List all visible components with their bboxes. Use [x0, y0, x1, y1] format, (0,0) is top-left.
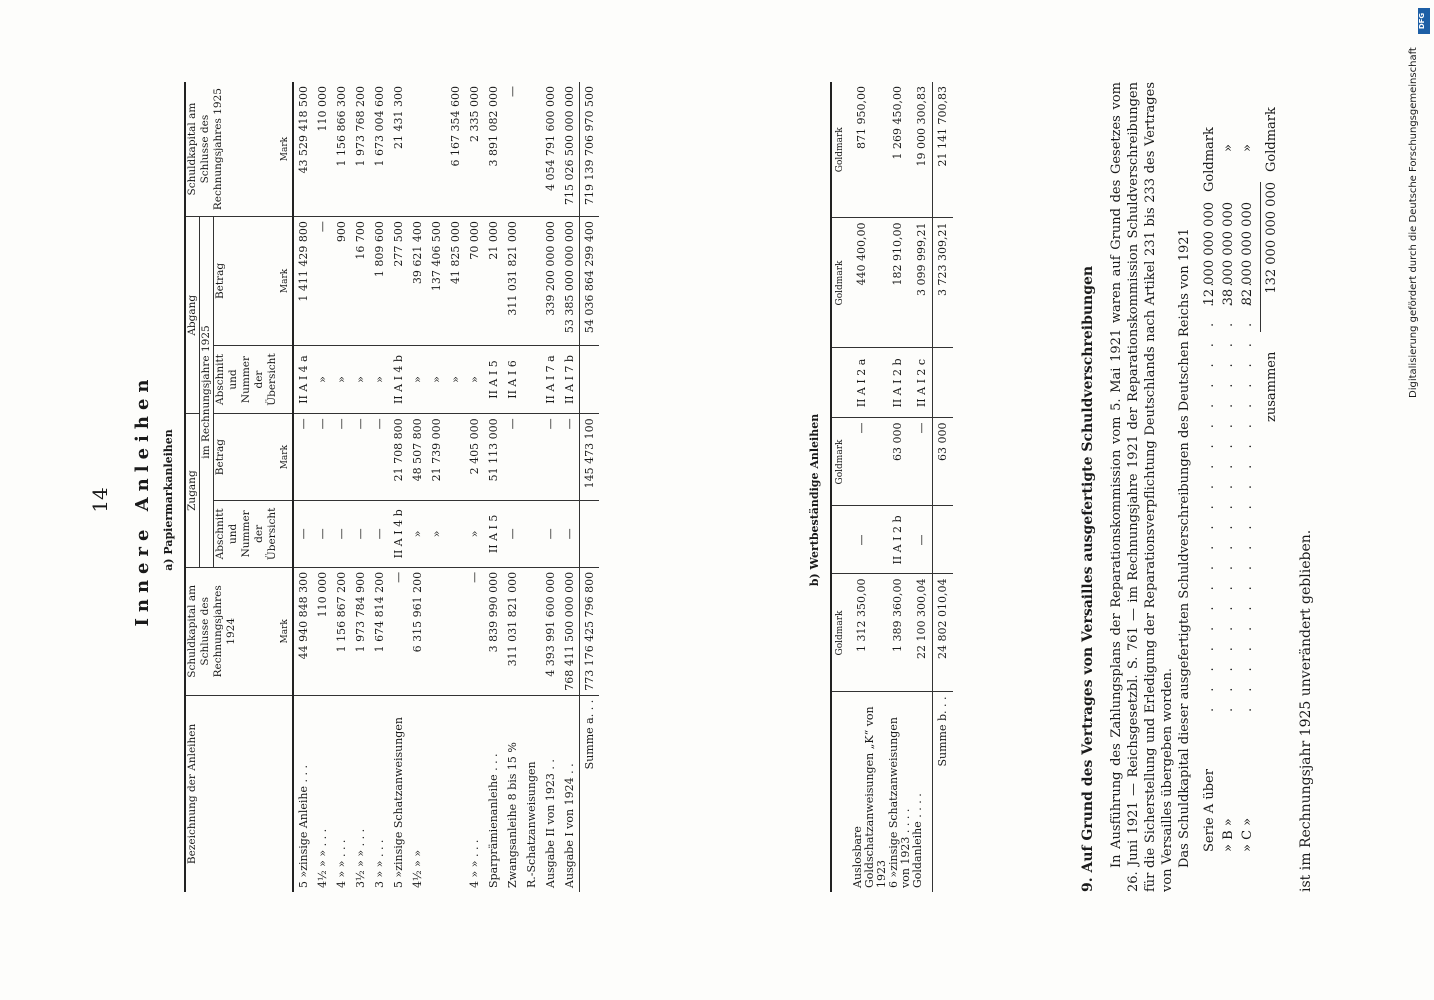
paragraph-2: Das Schuldkapital dieser ausgefertigten Schuldverschreibungen des Deutschen Reichs von 1921	[1177, 228, 1192, 868]
cell-ab: 39 621 400	[408, 217, 427, 346]
cell-za: —	[541, 500, 560, 567]
header-im-jahr: im Rechnungsjahre 1925	[200, 217, 214, 568]
cell-zb: 51 113 000	[484, 414, 503, 501]
cell-za: »	[427, 500, 446, 567]
cell-s24	[522, 567, 541, 695]
cell-aa: II A I 4 b	[389, 345, 408, 414]
sum-sum_zb: 63 000	[933, 418, 954, 506]
closing-sentence: ist im Rechnungsjahr 1925 unverändert geblieben.	[1298, 529, 1314, 892]
cell-label: 5 »zinsige Schatzanweisungen	[389, 695, 408, 892]
section-9-heading: 9. Auf Grund des Vertrages von Versailles ausgefertigte Schuldverschreibungen	[1080, 265, 1096, 892]
total-unit: Goldmark	[1264, 107, 1279, 172]
cell-label: Auslosbare Goldschatzanweisungen „K“ von 1923	[852, 692, 888, 892]
cell-zb: —	[912, 418, 933, 506]
cell-label: 3½ » » . . .	[351, 695, 370, 892]
table-row	[503, 82, 522, 892]
cell-label: R.-Schatzanweisungen	[522, 695, 541, 892]
series-a-label: Serie A über	[1202, 769, 1217, 852]
header-abgang-abschnitt: Abschnitt und Nummer der Übersicht	[214, 345, 280, 414]
cell-label: 4½ » »	[408, 695, 427, 892]
cell-aa: II A I 2 c	[912, 348, 933, 418]
paragraph-1: In Ausführung des Zahlungsplans der Reparationskommission vom 5. Mai 1921 waren auf Grund des Gesetzes vom 26. Juni 1921 — Reichsgesetzbl. S. 761 — im Rechnungsjahre 1921 der Reparationskommission Schuldverschreibungen für die Sicherstellung und Erledigung der Reparationsverpflichtung Deutschlands nach Artikel 231 bis 233 des Vertrages von Versailles übergeben worden.	[1109, 82, 1175, 892]
table-row	[888, 82, 912, 892]
cell-s25: 1 269 450,00	[891, 86, 904, 160]
page-title: Innere Anleihen	[132, 373, 153, 627]
table-row	[541, 82, 560, 892]
cell-zb: 21 739 000	[427, 414, 446, 501]
cell-aa: II A I 5	[484, 345, 503, 414]
cell-aa: »	[446, 345, 465, 414]
header-zugang: Zugang	[185, 414, 200, 567]
cell-ab: 1 809 600	[370, 217, 389, 346]
table-row	[852, 82, 888, 892]
cell-ab	[522, 217, 541, 346]
table-wertbestaendig	[830, 82, 953, 892]
cell-zb: —	[503, 414, 522, 501]
cell-label: Goldanleihe . . . .	[912, 692, 933, 892]
cell-za: —	[912, 506, 933, 574]
cell-s24: 1 156 867 200	[332, 567, 351, 695]
cell-label: Sparprämienanleihe . . .	[484, 695, 503, 892]
cell-za: —	[503, 500, 522, 567]
unit-label: Mark	[279, 82, 293, 217]
header-abgang: Abgang	[185, 217, 200, 414]
cell-ab: 21 000	[484, 217, 503, 346]
cell-ab: 182 910,00	[888, 218, 912, 348]
cell-s25: 1 156 866 300	[335, 86, 348, 167]
cell-s24: 768 411 500 000 000	[560, 567, 580, 695]
cell-za: II A I 2 b	[888, 506, 912, 574]
cell-zb: —	[852, 418, 888, 506]
cell-s25: 19 000 300,83	[915, 86, 928, 167]
cell-ab: 3 099 999,21	[912, 218, 933, 348]
series-c-unit: »	[1240, 144, 1255, 152]
series-b-value: 38 000 000 000	[1221, 202, 1236, 306]
cell-s25: 43 529 418 500	[297, 86, 310, 174]
cell-za: »	[408, 500, 427, 567]
unit-label: Mark	[279, 217, 293, 346]
unit-label: Goldmark	[831, 82, 852, 218]
table-row	[293, 82, 313, 892]
table-row	[389, 82, 408, 892]
cell-s24: 110 000	[313, 567, 332, 695]
cell-zb: —	[351, 414, 370, 501]
total-label: zusammen	[1264, 351, 1279, 422]
series-c-value: 82 000 000 000	[1240, 202, 1255, 306]
cell-s25	[522, 82, 541, 217]
section-b-heading: b) Wertbeständige Anleihen	[808, 413, 821, 587]
cell-ab: 277 500	[389, 217, 408, 346]
cell-ab: 311 031 821 000	[503, 217, 522, 346]
unit-label: Goldmark	[831, 574, 852, 692]
cell-zb: —	[313, 414, 332, 501]
unit-label: Mark	[279, 414, 293, 501]
sum-row	[933, 82, 954, 892]
cell-s24: 6 315 961 200	[408, 567, 427, 695]
cell-s24: 44 940 848 300	[293, 567, 313, 695]
cell-aa: II A I 4 a	[293, 345, 313, 414]
cell-ab: —	[313, 217, 332, 346]
unit-label: Mark	[279, 567, 293, 695]
cell-label: 4 » » . . .	[465, 695, 484, 892]
cell-za: »	[465, 500, 484, 567]
cell-label: 4 » » . . .	[332, 695, 351, 892]
cell-aa: »	[332, 345, 351, 414]
cell-s25: 6 167 354 600	[449, 86, 462, 167]
cell-s24: 1 674 814 200	[370, 567, 389, 695]
cell-label: 4½ » » . . .	[313, 695, 332, 892]
cell-ab: 900	[332, 217, 351, 346]
cell-s25: —	[506, 86, 519, 97]
cell-zb: 63 000	[888, 418, 912, 506]
cell-s24: 1 973 784 900	[351, 567, 370, 695]
table-row	[427, 82, 446, 892]
table-row	[370, 82, 389, 892]
cell-s24: 1 389 360,00	[888, 574, 912, 692]
cell-s24: —	[389, 567, 408, 695]
cell-s25	[427, 82, 446, 217]
table-row	[912, 82, 933, 892]
cell-zb: —	[332, 414, 351, 501]
sum-sum_s25: 719 139 706 970 500	[580, 82, 600, 217]
sum-sum_ab: 3 723 309,21	[933, 218, 954, 348]
cell-s25: 871 950,00	[855, 86, 868, 149]
cell-label: Ausgabe I von 1924 . .	[560, 695, 580, 892]
cell-s25: 715 026 500 000 000	[563, 86, 576, 205]
cell-s24: 1 312 350,00	[852, 574, 888, 692]
cell-aa: »	[408, 345, 427, 414]
cell-s24: —	[465, 567, 484, 695]
cell-za: —	[370, 500, 389, 567]
cell-s25: 21 431 300	[392, 86, 405, 149]
cell-s25	[408, 82, 427, 217]
cell-ab: 1 411 429 800	[293, 217, 313, 346]
cell-ab: 440 400,00	[852, 218, 888, 348]
cell-aa: II A I 7 a	[541, 345, 560, 414]
cell-s25: 1 973 768 200	[354, 86, 367, 167]
sum-row	[580, 82, 600, 892]
cell-s24: 4 393 991 600 000	[541, 567, 560, 695]
cell-za: —	[560, 500, 580, 567]
unit-label: Goldmark	[831, 418, 852, 506]
cell-label	[446, 695, 465, 892]
cell-label	[427, 695, 446, 892]
cell-s25: 110 000	[316, 86, 329, 132]
section-9-paragraph	[1108, 82, 1193, 892]
cell-zb: —	[560, 414, 580, 501]
cell-zb: 21 708 800	[389, 414, 408, 501]
cell-label: Zwangsanleihe 8 bis 15 %	[503, 695, 522, 892]
header-schuld-1924: Schuldkapital am Schlusse des Rechnungsjahres 1924	[185, 567, 279, 695]
cell-aa: II A I 2 a	[852, 348, 888, 418]
cell-za: —	[852, 506, 888, 574]
table-row	[446, 82, 465, 892]
header-schuld-1925: Schuldkapital am Schlusse des Rechnungsjahres 1925	[185, 82, 279, 217]
cell-aa: »	[427, 345, 446, 414]
cell-za: —	[332, 500, 351, 567]
header-zugang-betrag: Betrag	[214, 414, 280, 501]
cell-aa: II A I 6	[503, 345, 522, 414]
table-row	[465, 82, 484, 892]
cell-ab: 41 825 000	[446, 217, 465, 346]
cell-za: —	[313, 500, 332, 567]
table-papiermark	[184, 82, 599, 892]
cell-aa	[522, 345, 541, 414]
cell-zb	[522, 414, 541, 501]
credit-text: Digitalisierung gefördert durch die Deutsche Forschungsgemeinschaft	[1408, 47, 1419, 398]
cell-ab: 53 385 000 000 000	[560, 217, 580, 346]
sum-sum_label: Summe a. . .	[580, 695, 600, 892]
cell-zb: —	[370, 414, 389, 501]
cell-za: II A I 5	[484, 500, 503, 567]
cell-s24	[446, 567, 465, 695]
cell-zb: —	[293, 414, 313, 501]
unit-label: Goldmark	[831, 218, 852, 348]
cell-za: II A I 4 b	[389, 500, 408, 567]
header-bezeichnung: Bezeichnung der Anleihen	[185, 695, 279, 892]
cell-ab: 70 000	[465, 217, 484, 346]
cell-ab: 137 406 500	[427, 217, 446, 346]
dfg-logo	[1418, 8, 1430, 34]
sum-sum_s24: 24 802 010,04	[933, 574, 954, 692]
series-list: Serie A über . . . . . . . . . . . . . . . . . . . . . . 12 000 000 000 Goldmark » B » . . . . . . . . . . . . . . . . . . . . . . 38 000 000 000 » » C » . . . . . . . . . . . . . . . . . . . . . . 82 000 000 000 » zusammen 132 000 000 000 Goldmark	[1202, 107, 1279, 852]
cell-label: 6 »zinsige Schatzanweisungen von 1923 . . . .	[888, 692, 912, 892]
table-row	[560, 82, 580, 892]
total-value: 132 000 000 000	[1264, 182, 1279, 294]
digitization-credit	[1378, 8, 1418, 992]
cell-s25: 3 891 082 000	[487, 86, 500, 167]
series-b-unit: »	[1221, 144, 1236, 152]
cell-ab: 16 700	[351, 217, 370, 346]
table-row	[522, 82, 541, 892]
cell-aa: »	[313, 345, 332, 414]
cell-ab: 339 200 000 000	[541, 217, 560, 346]
cell-s25: 4 054 791 600 000	[544, 86, 557, 191]
cell-zb	[446, 414, 465, 501]
cell-s24	[427, 567, 446, 695]
table-row	[484, 82, 503, 892]
series-b-label: » B »	[1221, 818, 1236, 852]
cell-za: —	[293, 500, 313, 567]
cell-za	[446, 500, 465, 567]
cell-za	[522, 500, 541, 567]
cell-s25: 2 335 000	[468, 86, 481, 142]
sum-sum_s25: 21 141 700,83	[933, 82, 954, 218]
table-row	[332, 82, 351, 892]
cell-aa: II A I 2 b	[888, 348, 912, 418]
cell-s24: 3 839 990 000	[484, 567, 503, 695]
table-row	[313, 82, 332, 892]
sum-sum_zb: 145 473 100	[580, 414, 600, 501]
cell-s25: 1 673 004 600	[373, 86, 386, 167]
cell-label: Ausgabe II von 1923 . .	[541, 695, 560, 892]
header-zugang-abschnitt: Abschnitt und Nummer der Übersicht	[214, 500, 280, 567]
cell-s24: 311 031 821 000	[503, 567, 522, 695]
page-number: 14	[88, 487, 112, 513]
table-row	[351, 82, 370, 892]
cell-zb: 2 405 000	[465, 414, 484, 501]
cell-za: —	[351, 500, 370, 567]
header-abgang-betrag: Betrag	[214, 217, 280, 346]
series-a-unit: Goldmark	[1202, 127, 1217, 192]
series-c-label: » C »	[1240, 817, 1255, 852]
sum-sum_ab: 54 036 864 299 400	[580, 217, 600, 346]
cell-label: 3 » » . . .	[370, 695, 389, 892]
cell-aa: »	[351, 345, 370, 414]
table-row	[408, 82, 427, 892]
sum-sum_label: Summe b. . .	[933, 692, 954, 892]
cell-s24: 22 100 300,04	[912, 574, 933, 692]
cell-label: 5 »zinsige Anleihe . . .	[293, 695, 313, 892]
cell-aa: II A I 7 b	[560, 345, 580, 414]
sum-sum_s24: 773 176 425 796 800	[580, 567, 600, 695]
cell-aa: »	[370, 345, 389, 414]
cell-zb: —	[541, 414, 560, 501]
cell-aa: »	[465, 345, 484, 414]
section-a-heading: a) Papiermarkanleihen	[162, 429, 175, 571]
series-a-value: 12 000 000 000	[1202, 202, 1217, 306]
cell-zb: 48 507 800	[408, 414, 427, 501]
dfg-logo-text: DFG	[1418, 12, 1427, 30]
